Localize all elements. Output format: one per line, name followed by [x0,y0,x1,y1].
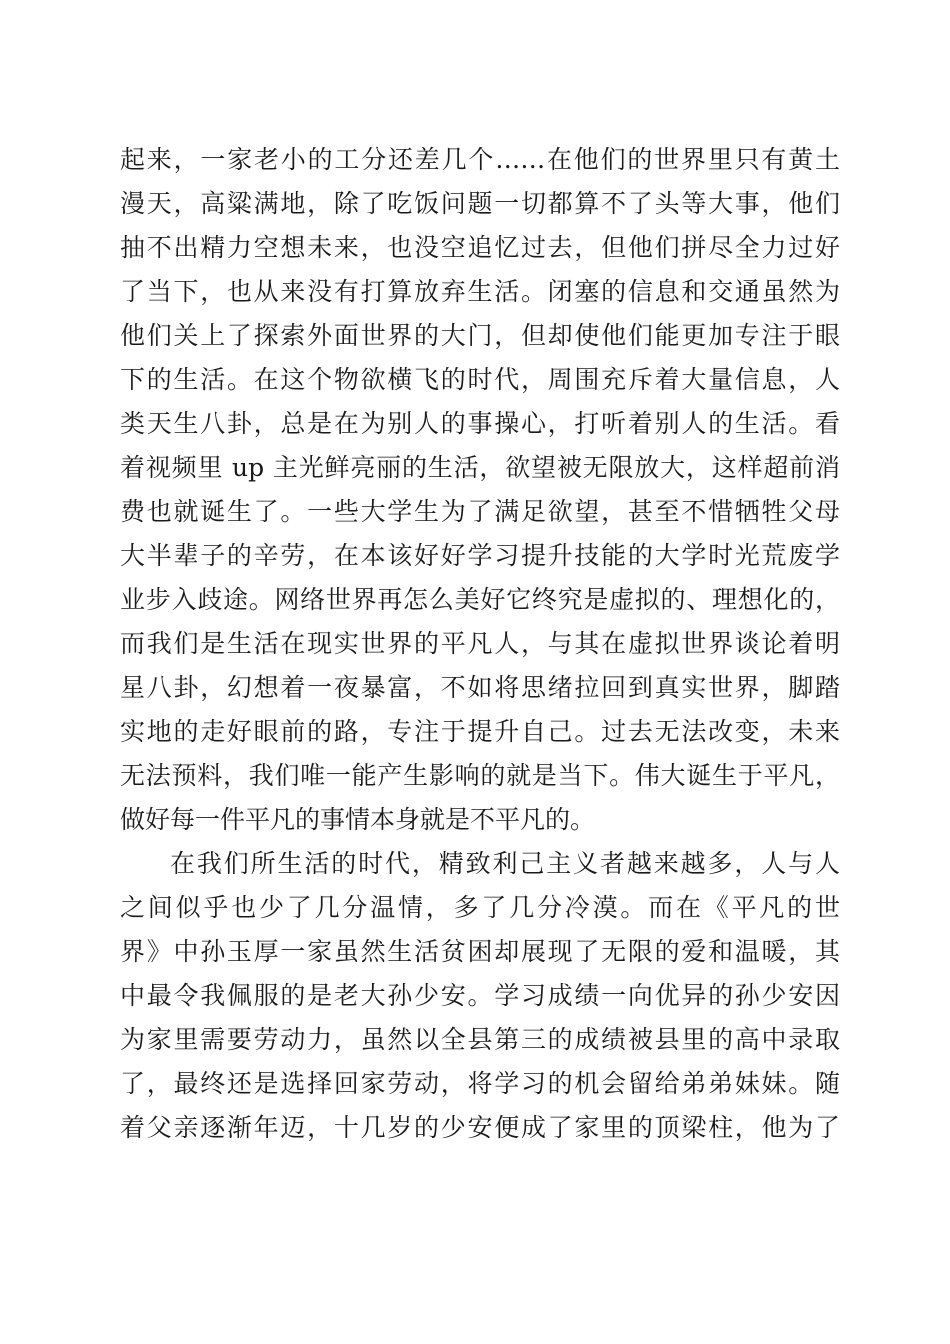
text-line: 做好每一件平凡的事情本身就是不平凡的。 [120,805,596,834]
paragraph-2 [120,842,840,1150]
text-line: 中最令我佩服的是老大孙少安。学习成绩一向优异的孙少安因 [120,981,840,1010]
text-line: 了，最终还是选择回家劳动，将学习的机会留给弟弟妹妹。随 [120,1069,840,1098]
text-line: 着父亲逐渐年迈，十几岁的少安便成了家里的顶梁柱，他为了 [120,1113,840,1142]
text-line: 起来，一家老小的工分还差几个……在他们的世界里只有黄土 [120,145,840,174]
text-line: 而我们是生活在现实世界的平凡人，与其在虚拟世界谈论着明 [120,629,840,658]
text-line: 为家里需要劳动力，虽然以全县第三的成绩被县里的高中录取 [120,1025,840,1054]
text-line: 他们关上了探索外面世界的大门，但却使他们能更加专注于眼 [120,321,840,350]
text-line: 费也就诞生了。一些大学生为了满足欲望，甚至不惜牺牲父母 [120,497,840,526]
text-line: 业步入歧途。网络世界再怎么美好它终究是虚拟的、理想化的， [120,585,840,614]
text-line: 之间似乎也少了几分温情，多了几分冷漠。而在《平凡的世 [120,893,840,922]
text-line: 类天生八卦，总是在为别人的事操心，打听着别人的生活。看 [120,409,840,438]
text-line: 大半辈子的辛劳，在本该好好学习提升技能的大学时光荒废学 [120,541,840,570]
text-line: 星八卦，幻想着一夜暴富，不如将思绪拉回到真实世界，脚踏 [120,673,840,702]
text-line: 无法预料，我们唯一能产生影响的就是当下。伟大诞生于平凡， [120,761,840,790]
text-line: 界》中孙玉厚一家虽然生活贫困却展现了无限的爱和温暖，其 [120,937,840,966]
text-line: 抽不出精力空想未来，也没空追忆过去，但他们拼尽全力过好 [120,233,840,262]
text-line: 了当下，也从来没有打算放弃生活。闭塞的信息和交通虽然为 [120,277,840,306]
text-line: 在我们所生活的时代，精致利己主义者越来越多，人与人 [170,849,840,878]
text-line: 实地的走好眼前的路，专注于提升自己。过去无法改变，未来 [120,717,840,746]
paragraph-1 [120,138,840,842]
text-line: 着视频里 up 主光鲜亮丽的生活，欲望被无限放大，这样超前消 [120,453,840,482]
text-line: 下的生活。在这个物欲横飞的时代，周围充斥着大量信息，人 [120,365,840,394]
text-line: 漫天，高粱满地，除了吃饭问题一切都算不了头等大事，他们 [120,189,840,218]
body-text [120,138,840,1150]
